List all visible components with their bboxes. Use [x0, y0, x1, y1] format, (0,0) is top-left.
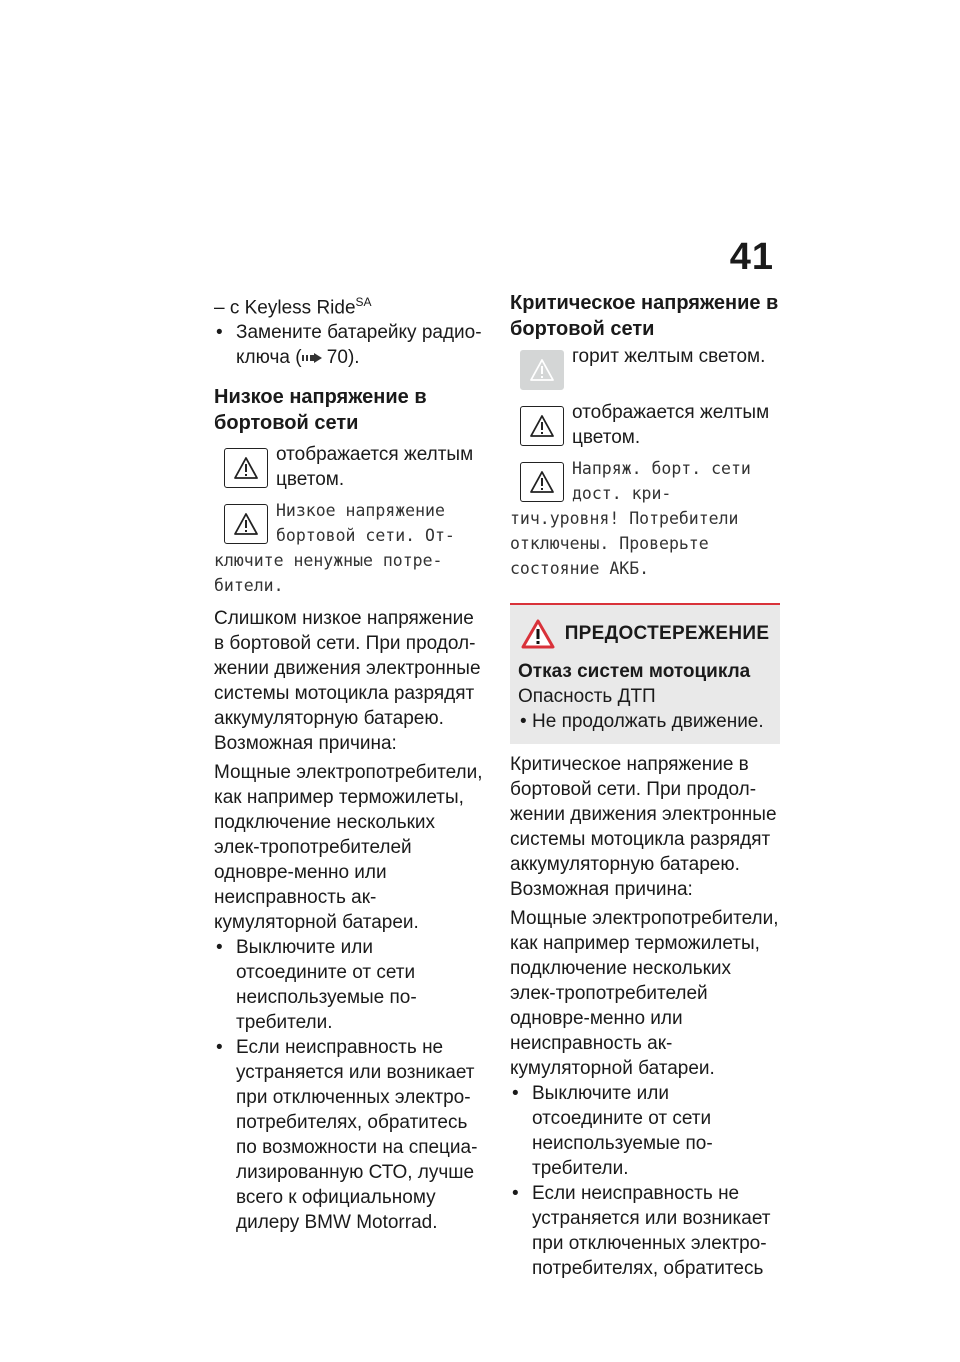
- indicator-text-3: горит желтым светом.: [572, 346, 766, 367]
- indicator-row-1: [214, 442, 484, 492]
- indicator-row-3: [510, 344, 780, 394]
- sa-superscript: SA: [355, 295, 372, 309]
- cause-label: Возможная причина:: [214, 733, 397, 755]
- cause-label-right: Возможная причина:: [510, 879, 693, 900]
- warning-bullet: • Не продолжать движение.: [518, 709, 772, 734]
- page-number: 41: [729, 236, 774, 278]
- indicator-text-1: отображается желтым цветом.: [276, 444, 474, 491]
- indicator-row-2: [214, 498, 484, 598]
- heading-low-voltage: Низкое напряжение в бортовой сети: [214, 386, 427, 435]
- keyless-ride-line: – с Keyless Ride$^{SA}$: [214, 295, 372, 319]
- paragraph-cause: Мощные электропотребители, как например терможилеты, подключение нескольких элек-тропотребителей одновре-менно или неисправность ак-кумуляторной батареи.: [214, 762, 483, 934]
- warning-header: [518, 619, 772, 649]
- paragraph-low-voltage: Слишком низкое напряжение в бортовой сети. При продол-жении движения электронные системы мотоцикла разрядят аккумуляторную батарею.: [214, 608, 481, 730]
- indicator-row-4: [510, 400, 780, 450]
- warning-box: [510, 603, 780, 744]
- bullet-workshop-right: • Если неисправность не устраняется или возникает при отключенных электро-потребителях, обратитесь: [510, 1181, 780, 1281]
- display-message-critical: Напряж. борт. сети дост. кри-тич.уровня! Потребители отключены. Проверьте состояние АКБ.: [510, 459, 751, 578]
- warning-title: Отказ систем мотоцикла: [518, 661, 751, 682]
- warning-triangle-icon: [520, 350, 564, 390]
- exclamation-triangle-icon: [521, 619, 555, 649]
- right-column: [510, 290, 780, 1281]
- warning-triangle-icon: [520, 406, 564, 446]
- display-message-low: Низкое напряжение бортовой сети. От-ключите ненужные потре-бители.: [214, 501, 455, 596]
- warning-triangle-icon: [520, 462, 564, 502]
- warning-danger: Опасность ДТП: [518, 686, 656, 707]
- left-column: [214, 290, 484, 1235]
- paragraph-critical-voltage: Критическое напряжение в бортовой сети. При продол-жении движения электронные системы мотоцикла разрядят аккумуляторную батарею.: [510, 754, 777, 875]
- warning-triangle-icon: [224, 504, 268, 544]
- warning-label: ПРЕДОСТЕРЕЖЕНИЕ: [564, 623, 770, 644]
- bullet-workshop: • Если неисправность не устраняется или возникает при отключенных электро-потребителях, обратитесь по возможности на специа-лизированную СТО, лучше всего к официальному дилеру BMW Motorrad.: [214, 1035, 484, 1235]
- page-reference-arrow-icon: [302, 353, 322, 363]
- indicator-row-5: [510, 456, 780, 581]
- warning-triangle-icon: [224, 448, 268, 488]
- bullet-battery: • Замените батарейку радио- ключа ( 70).: [214, 320, 484, 370]
- bullet-disconnect-right: • Выключите или отсоедините от сети неиспользуемые по-требители.: [510, 1081, 780, 1181]
- paragraph-cause-right: Мощные электропотребители, как например терможилеты, подключение нескольких элек-тропотребителей одновре-менно или неисправность ак-кумуляторной батареи.: [510, 908, 779, 1079]
- indicator-text-4: отображается желтым цветом.: [572, 402, 770, 448]
- bullet-disconnect: • Выключите или отсоедините от сети неиспользуемые по-требители.: [214, 935, 484, 1035]
- heading-critical-voltage: Критическое напряжение в бортовой сети: [510, 292, 779, 340]
